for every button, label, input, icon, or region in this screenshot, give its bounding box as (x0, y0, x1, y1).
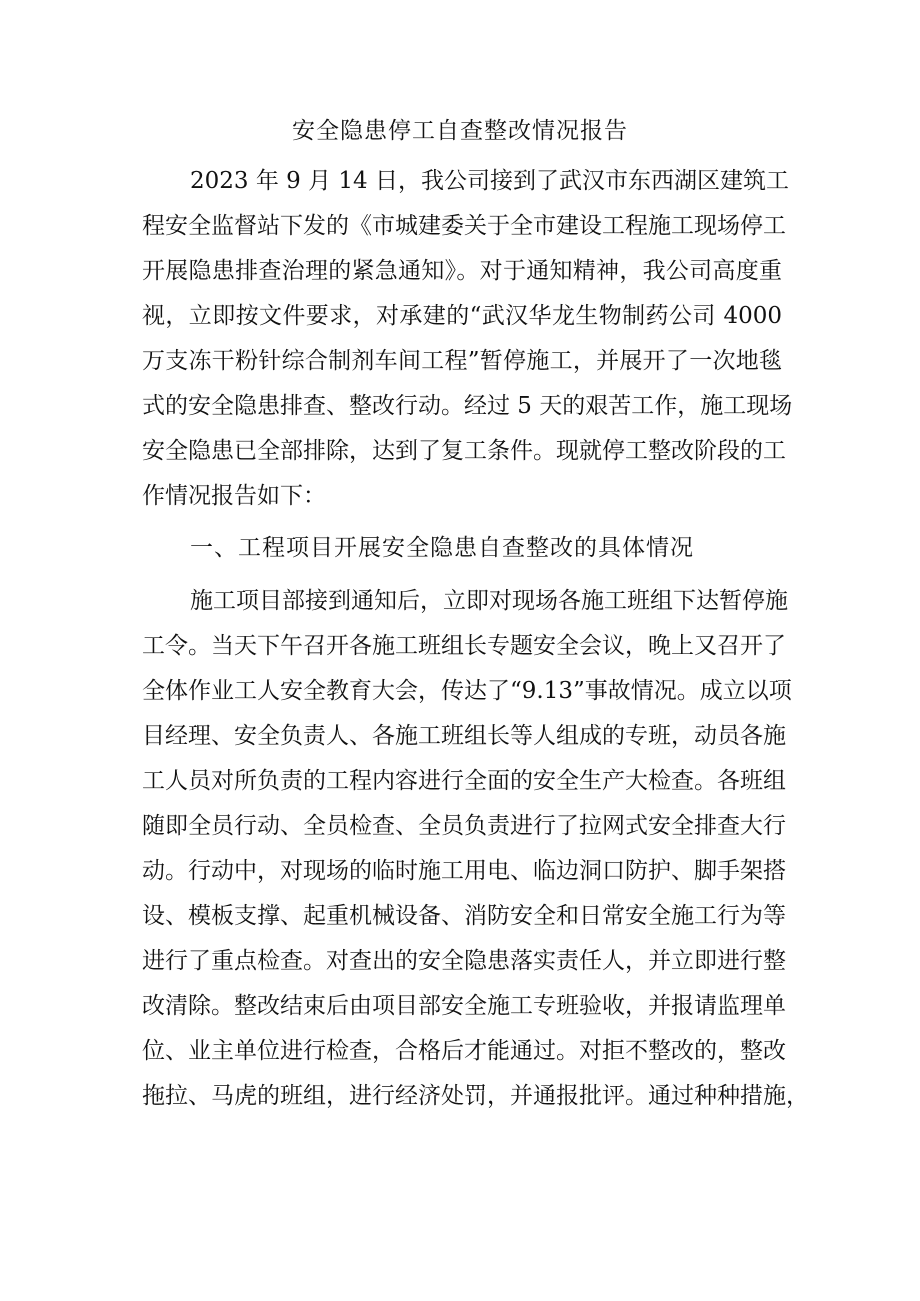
paragraph-1-line-3: 开展隐患排查治理的紧急通知》。对于通知精神，我公司高度重 (142, 258, 782, 284)
paragraph-2-line-8: 设、模板支撑、起重机械设备、消防安全和日常安全施工行为等 (142, 903, 786, 929)
paragraph-1-line-5: 万支冻干粉针综合制剂车间工程”暂停施工，并展开了一次地毯 (142, 348, 782, 374)
paragraph-1-line-6: 式的安全隐患排查、整改行动。经过 5 天的艰苦工作，施工现场 (142, 393, 793, 419)
paragraph-1-line-7: 安全隐患已全部排除，达到了复工条件。现就停工整改阶段的工 (142, 438, 786, 464)
paragraph-2-line-10: 改清除。整改结束后由项目部安全施工专班验收，并报请监理单 (142, 993, 786, 1019)
paragraph-2-line-1: 施工项目部接到通知后，立即对现场各施工班组下达暂停施 (190, 588, 788, 614)
paragraph-1-line-1: 2023 年 9 月 14 日，我公司接到了武汉市东西湖区建筑工 (190, 168, 789, 194)
paragraph-2-line-12: 拖拉、马虎的班组，进行经济处罚，并通报批评。通过种种措施， (142, 1083, 809, 1109)
paragraph-1-line-8: 作情况报告如下： (142, 483, 326, 509)
paragraph-1-line-4: 视，立即按文件要求，对承建的“武汉华龙生物制药公司 4000 (142, 303, 782, 329)
paragraph-2-line-3: 全体作业工人安全教育大会，传达了“9.13”事故情况。成立以项 (142, 678, 792, 704)
paragraph-2-line-7: 动。行动中，对现场的临时施工用电、临边洞口防护、脚手架搭 (142, 858, 786, 884)
paragraph-2-line-11: 位、业主单位进行检查，合格后才能通过。对拒不整改的，整改 (142, 1038, 786, 1064)
paragraph-2-line-9: 进行了重点检查。对查出的安全隐患落实责任人，并立即进行整 (142, 948, 786, 974)
paragraph-2-line-5: 工人员对所负责的工程内容进行全面的安全生产大检查。各班组 (142, 768, 786, 794)
document-title: 安全隐患停工自查整改情况报告 (292, 118, 628, 144)
paragraph-2-line-2: 工令。当天下午召开各施工班组长专题安全会议，晚上又召开了 (142, 633, 786, 659)
paragraph-2-line-4: 目经理、安全负责人、各施工班组长等人组成的专班，动员各施 (142, 723, 786, 749)
paragraph-1-line-2: 程安全监督站下发的《市城建委关于全市建设工程施工现场停工 (142, 213, 786, 239)
paragraph-2-line-6: 随即全员行动、全员检查、全员负责进行了拉网式安全排查大行 (142, 813, 786, 839)
section-1-heading: 一、工程项目开展安全隐患自查整改的具体情况 (190, 535, 694, 561)
